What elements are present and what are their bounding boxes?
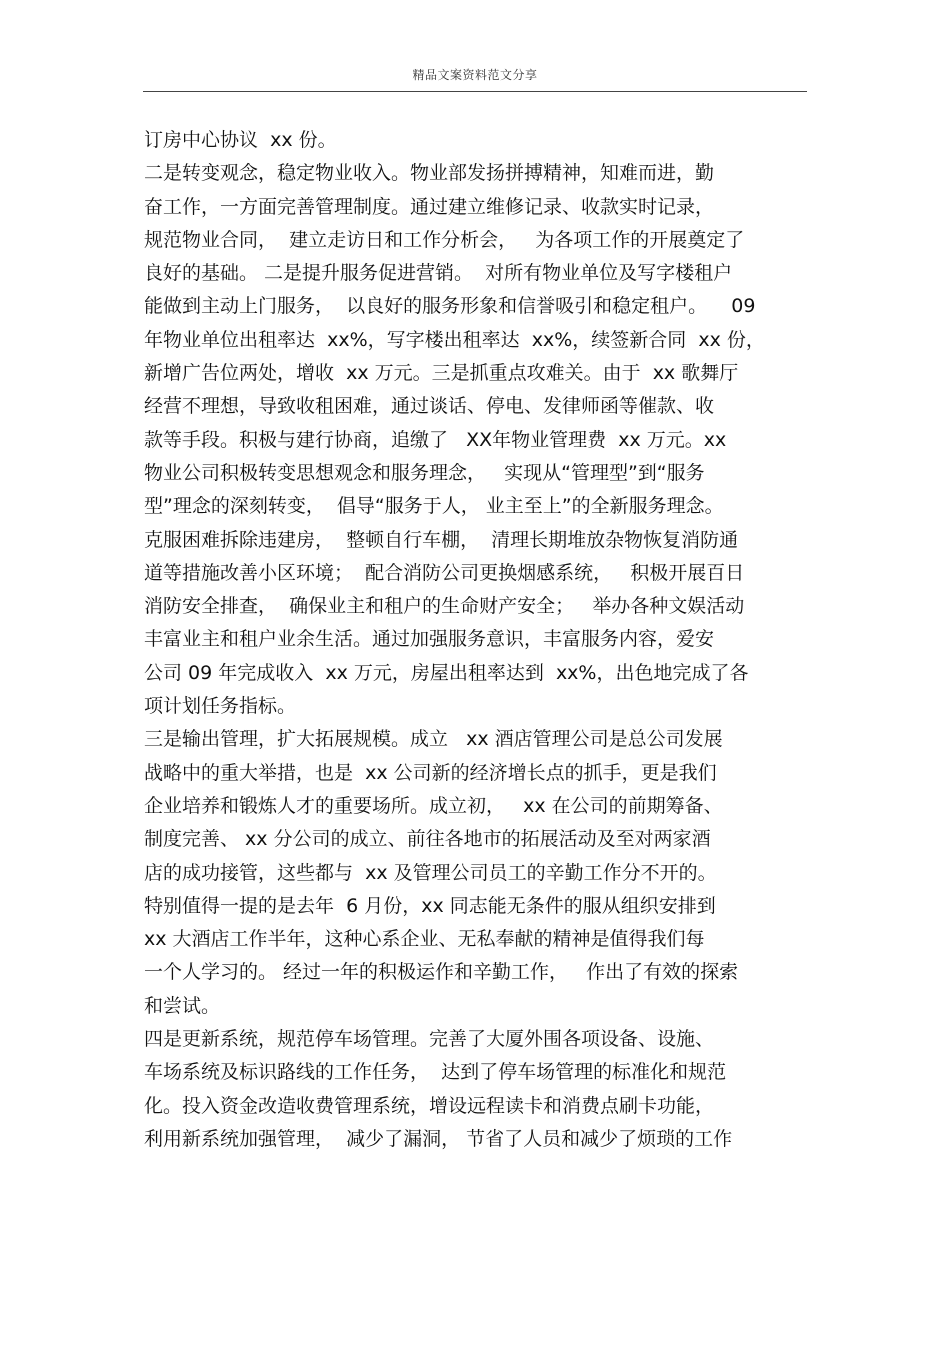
text-line: 店的成功接管，这些都与 xx 及管理公司员工的辛勤工作分不开的。 bbox=[144, 861, 717, 884]
text-line: 二是转变观念，稳定物业收入。物业部发扬拼搏精神，知难而进，勤 bbox=[144, 162, 715, 185]
text-line: 企业培养和锻炼人才的重要场所。成立初， xx 在公司的前期筹备、 bbox=[144, 794, 723, 817]
text-line: 和尝试。 bbox=[144, 994, 221, 1017]
page-header-title: 精品文案资料范文分享 bbox=[412, 68, 538, 82]
text-line: 道等措施改善小区环境； 配合消防公司更换烟感系统， 积极开展百日 bbox=[144, 561, 745, 584]
text-line: 年物业单位出租率达 xx%，写字楼出租率达 xx%，续签新合同 xx 份， bbox=[144, 328, 765, 351]
text-line: 特别值得一提的是去年 6 月份，xx 同志能无条件的服从组织安排到 bbox=[144, 894, 716, 917]
text-line: 车场系统及标识路线的工作任务， 达到了停车场管理的标准化和规范 bbox=[144, 1061, 727, 1084]
body-text bbox=[144, 124, 814, 1156]
text-line: 一个人学习的。 经过一年的积极运作和辛勤工作， 作出了有效的探索 bbox=[144, 961, 739, 984]
text-line: 规范物业合同， 建立走访日和工作分析会， 为各项工作的开展奠定了 bbox=[144, 228, 745, 251]
text-line: 三是输出管理，扩大拓展规模。成立 xx 酒店管理公司是总公司发展 bbox=[144, 728, 723, 751]
text-line: 奋工作，一方面完善管理制度。通过建立维修记录、收款实时记录， bbox=[144, 195, 715, 218]
header-divider bbox=[143, 91, 807, 92]
text-line: 经营不理想，导致收租困难，通过谈话、停电、发律师函等催款、收 bbox=[144, 395, 715, 418]
text-line: 制度完善、 xx 分公司的成立、前往各地市的拓展活动及至对两家酒 bbox=[144, 828, 711, 851]
text-line: 项计划任务指标。 bbox=[144, 695, 297, 718]
text-line: 战略中的重大举措，也是 xx 公司新的经济增长点的抓手，更是我们 bbox=[144, 761, 717, 784]
text-line: 四是更新系统，规范停车场管理。完善了大厦外围各项设备、设施、 bbox=[144, 1028, 715, 1051]
text-line: xx 大酒店工作半年，这种心系企业、无私奉献的精神是值得我们每 bbox=[144, 928, 705, 951]
text-line: 丰富业主和租户业余生活。通过加强服务意识，丰富服务内容，爱安 bbox=[144, 628, 715, 651]
text-line: 物业公司积极转变思想观念和服务理念， 实现从“管理型”到“服务 bbox=[144, 461, 705, 484]
text-line: 良好的基础。 二是提升服务促进营销。 对所有物业单位及写字楼租户 bbox=[144, 262, 733, 285]
text-line: 克服困难拆除违建房， 整顿自行车棚， 清理长期堆放杂物恢复消防通 bbox=[144, 528, 739, 551]
text-line: 型”理念的深刻转变， 倡导“服务于人， 业主至上”的全新服务理念。 bbox=[144, 495, 724, 518]
text-line: 消防安全排查， 确保业主和租户的生命财产安全； 举办各种文娱活动 bbox=[144, 595, 745, 618]
text-line: 订房中心协议 xx 份。 bbox=[144, 129, 337, 151]
text-line: 化。投入资金改造收费管理系统，增设远程读卡和消费点刷卡功能， bbox=[144, 1094, 715, 1117]
text-line: 能做到主动上门服务， 以良好的服务形象和信誉吸引和稳定租户。 09 bbox=[144, 295, 756, 318]
text-line: 新增广告位两处，增收 xx 万元。三是抓重点攻难关。由于 xx 歌舞厅 bbox=[144, 362, 739, 385]
text-line: 款等手段。积极与建行协商，追缴了 XX年物业管理费 xx 万元。xx bbox=[144, 428, 727, 451]
text-line: 利用新系统加强管理， 减少了漏洞， 节省了人员和减少了烦琐的工作 bbox=[144, 1127, 733, 1150]
text-line: 公司 09 年完成收入 xx 万元，房屋出租率达到 xx%，出色地完成了各 bbox=[144, 661, 749, 684]
